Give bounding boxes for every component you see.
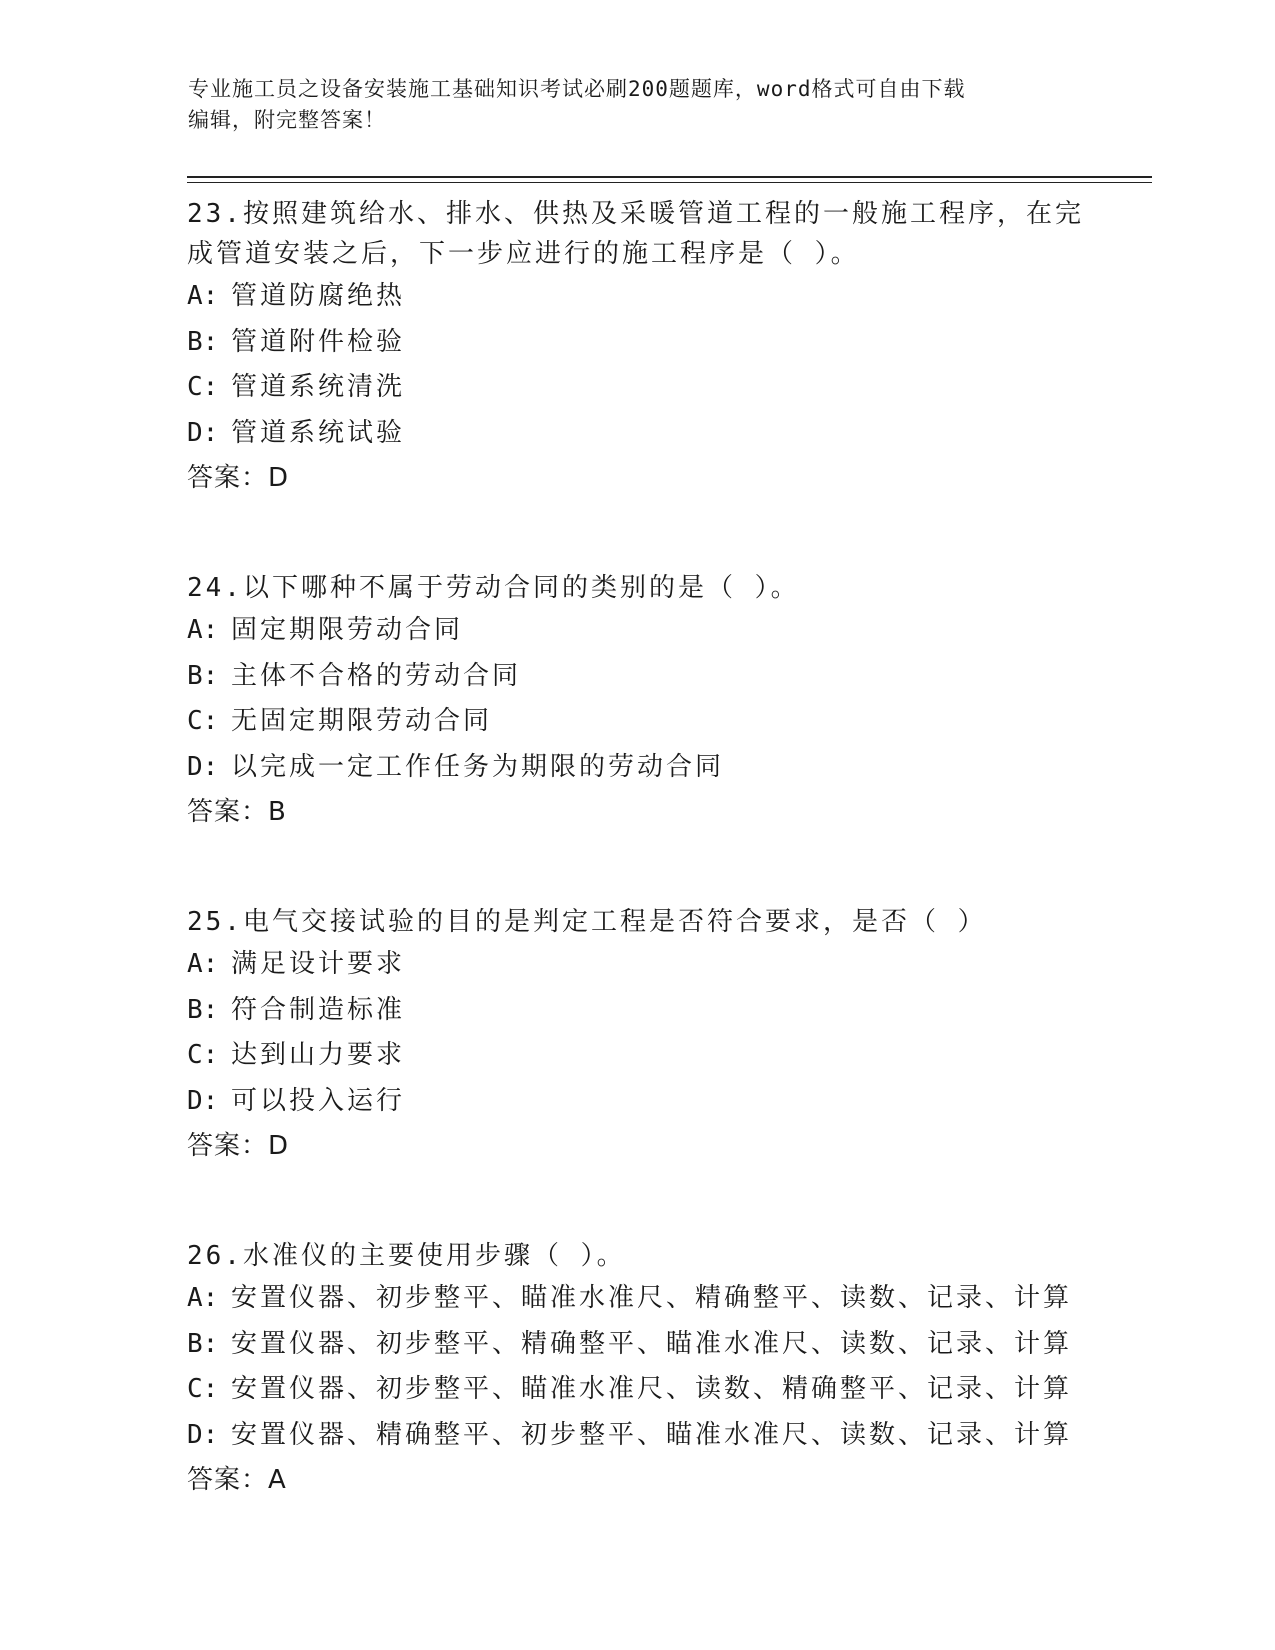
question-text-line-1: 24.以下哪种不属于劳动合同的类别的是（ ）。	[187, 573, 800, 603]
option-text: 管道附件检验	[231, 326, 406, 357]
option-c	[187, 365, 1117, 411]
option-text: 以完成一定工作任务为期限的劳动合同	[231, 751, 725, 782]
question-list	[187, 192, 1117, 1502]
option-d	[187, 1079, 1117, 1125]
option-letter: A:	[187, 615, 219, 645]
question-spacer	[187, 1168, 1117, 1234]
option-d	[187, 745, 1117, 791]
option-letter: B:	[187, 326, 219, 357]
option-text: 固定期限劳动合同	[231, 615, 464, 645]
question-26	[187, 1234, 1117, 1502]
option-text: 满足设计要求	[231, 949, 406, 979]
option-c	[187, 699, 1117, 745]
option-letter: D:	[187, 417, 219, 448]
option-text: 安置仪器、精确整平、初步整平、瞄准水准尺、读数、记录、计算	[231, 1419, 1073, 1450]
option-b	[187, 1322, 1117, 1368]
option-text: 符合制造标准	[231, 994, 406, 1025]
option-letter: A:	[187, 1283, 219, 1313]
option-d	[187, 411, 1117, 457]
header-line-1: 专业施工员之设备安装施工基础知识考试必刷200题题库，word格式可自由下载	[188, 77, 966, 101]
question-spacer	[187, 834, 1117, 900]
header-line-2: 编辑，附完整答案！	[188, 108, 386, 132]
question-25	[187, 900, 1117, 1168]
question-spacer	[187, 500, 1117, 566]
option-letter: D:	[187, 1085, 219, 1116]
question-text	[187, 1234, 1117, 1276]
option-letter: C:	[187, 1374, 219, 1404]
question-text	[187, 900, 1117, 942]
option-letter: C:	[187, 1040, 219, 1070]
option-text: 管道防腐绝热	[231, 281, 406, 311]
option-letter: D:	[187, 1419, 219, 1450]
option-a	[187, 608, 1117, 654]
question-text-line-1: 25.电气交接试验的目的是判定工程是否符合要求，是否（ ）	[187, 907, 987, 937]
option-letter: B:	[187, 1328, 219, 1359]
option-text: 达到山力要求	[231, 1040, 406, 1070]
option-letter: C:	[187, 372, 219, 402]
option-b	[187, 988, 1117, 1034]
question-text-line-1: 23.按照建筑给水、排水、供热及采暖管道工程的一般施工程序，在完	[187, 199, 1084, 229]
document-header	[188, 74, 1068, 136]
question-text-line-2: 成管道安装之后，下一步应进行的施工程序是（ ）。	[187, 239, 860, 269]
option-c	[187, 1033, 1117, 1079]
answer-line: 答案：D	[187, 1131, 290, 1161]
option-d	[187, 1413, 1117, 1459]
option-text: 安置仪器、初步整平、瞄准水准尺、读数、精确整平、记录、计算	[231, 1374, 1073, 1404]
option-b	[187, 320, 1117, 366]
option-text: 无固定期限劳动合同	[231, 706, 493, 736]
question-text-line-1: 26.水准仪的主要使用步骤（ ）。	[187, 1241, 626, 1271]
option-letter: B:	[187, 994, 219, 1025]
option-text: 安置仪器、初步整平、瞄准水准尺、精确整平、读数、记录、计算	[231, 1283, 1073, 1313]
option-b	[187, 654, 1117, 700]
option-a	[187, 942, 1117, 988]
question-text	[187, 192, 1117, 274]
option-text: 管道系统清洗	[231, 372, 406, 402]
answer-line: 答案：D	[187, 463, 290, 493]
option-letter: B:	[187, 660, 219, 691]
answer-line: 答案：A	[187, 1465, 287, 1495]
header-divider-thick	[187, 176, 1152, 178]
option-text: 主体不合格的劳动合同	[231, 660, 522, 691]
option-text: 可以投入运行	[231, 1085, 406, 1116]
option-text: 安置仪器、初步整平、精确整平、瞄准水准尺、读数、记录、计算	[231, 1328, 1073, 1359]
option-c	[187, 1367, 1117, 1413]
question-23	[187, 192, 1117, 500]
option-a	[187, 274, 1117, 320]
option-text: 管道系统试验	[231, 417, 406, 448]
header-divider-thin	[187, 182, 1152, 183]
option-letter: C:	[187, 706, 219, 736]
option-a	[187, 1276, 1117, 1322]
option-letter: A:	[187, 281, 219, 311]
question-text	[187, 566, 1117, 608]
question-24	[187, 566, 1117, 834]
option-letter: A:	[187, 949, 219, 979]
option-letter: D:	[187, 751, 219, 782]
answer-line: 答案：B	[187, 797, 287, 827]
